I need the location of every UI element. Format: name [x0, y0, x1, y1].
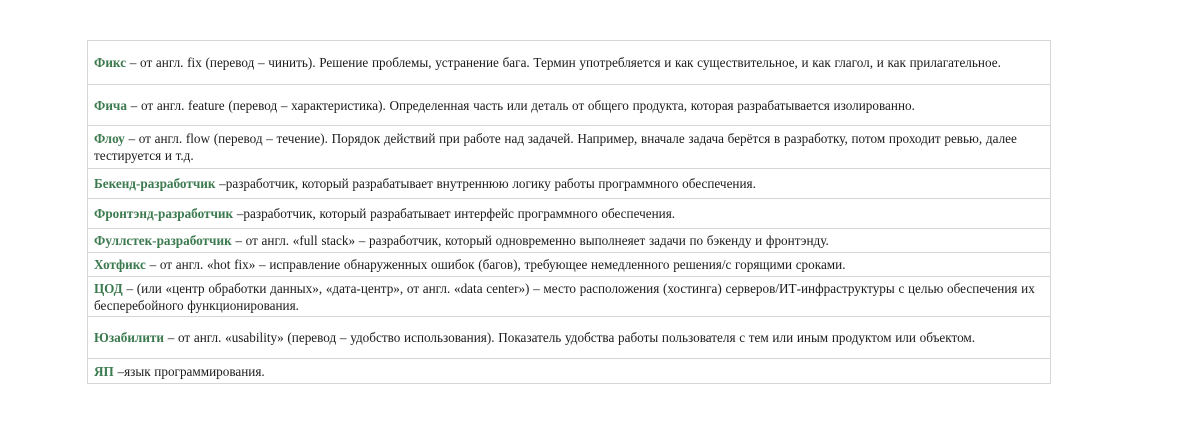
entry-definition: – от англ. feature (перевод – характеристика). Определенная часть или деталь от общего продукта, которая разрабатывается изолированно.	[126, 97, 915, 113]
glossary-entry	[88, 253, 1051, 277]
entry-definition: – от англ. fix (перевод – чинить). Решение проблемы, устранение бага. Термин употребляется и как существительное, и как глагол, и как прилагательное.	[126, 55, 1001, 70]
glossary-entry	[88, 317, 1051, 359]
entry-term: Фуллстек-разработчик	[94, 233, 232, 248]
glossary-entry	[88, 359, 1051, 384]
table-row	[88, 277, 1051, 317]
table-row	[88, 41, 1051, 85]
entry-definition: – (или «центр обработки данных», «дата-центр», от англ. «data center») – место расположения (хостинга) серверов/ИТ-инфраструктуры с целью обеспечения их бесперебойного функционирования.	[94, 280, 1035, 313]
glossary-entry	[88, 277, 1051, 317]
entry-definition: – от англ. «hot fix» – исправление обнаруженных ошибок (багов), требующее немедленного решения/с горящими сроками.	[145, 257, 846, 272]
entry-definition: – от англ. «usability» (перевод – удобство использования). Показатель удобства работы пользователя с тем или иным продуктом или объектом.	[164, 330, 976, 345]
table-row	[88, 229, 1051, 253]
entry-term: Флоу	[94, 131, 125, 146]
entry-term: Хотфикс	[94, 257, 146, 272]
entry-term: Фронтэнд-разработчик	[94, 206, 234, 221]
glossary-entry	[88, 199, 1051, 229]
table-row	[88, 317, 1051, 359]
table-row	[88, 359, 1051, 384]
glossary-entry	[88, 229, 1051, 253]
glossary-entry	[88, 169, 1051, 199]
entry-term: Фича	[94, 97, 127, 113]
glossary-table	[87, 40, 1051, 384]
glossary-entry	[88, 126, 1051, 169]
table-row	[88, 253, 1051, 277]
entry-term: ЯП	[94, 363, 114, 379]
entry-definition: –разработчик, который разрабатывает интерфейс программного обеспечения.	[233, 206, 676, 221]
glossary-entry	[88, 41, 1051, 85]
table-row	[88, 199, 1051, 229]
entry-definition: – от англ. «full stack» – разработчик, который одновременно выполнеяет задачи по бэкенду и фронтэнду.	[231, 233, 829, 248]
entry-definition: –язык программирования.	[113, 363, 265, 379]
entry-term: ЦОД	[94, 280, 123, 296]
entry-definition: – от англ. flow (перевод – течение). Порядок действий при работе над задачей. Например, вначале задача берётся в разработку, потом проходит ревью, далее тестируется и т.д.	[94, 131, 1017, 163]
glossary-entry	[88, 85, 1051, 126]
entry-term: Бекенд-разработчик	[94, 176, 216, 191]
entry-term: Юзабилити	[94, 330, 165, 345]
entry-term: Фикс	[94, 55, 127, 70]
table-row	[88, 85, 1051, 126]
table-row	[88, 126, 1051, 169]
table-row	[88, 169, 1051, 199]
entry-definition: –разработчик, который разрабатывает внутреннюю логику работы программного обеспечения.	[215, 176, 756, 191]
